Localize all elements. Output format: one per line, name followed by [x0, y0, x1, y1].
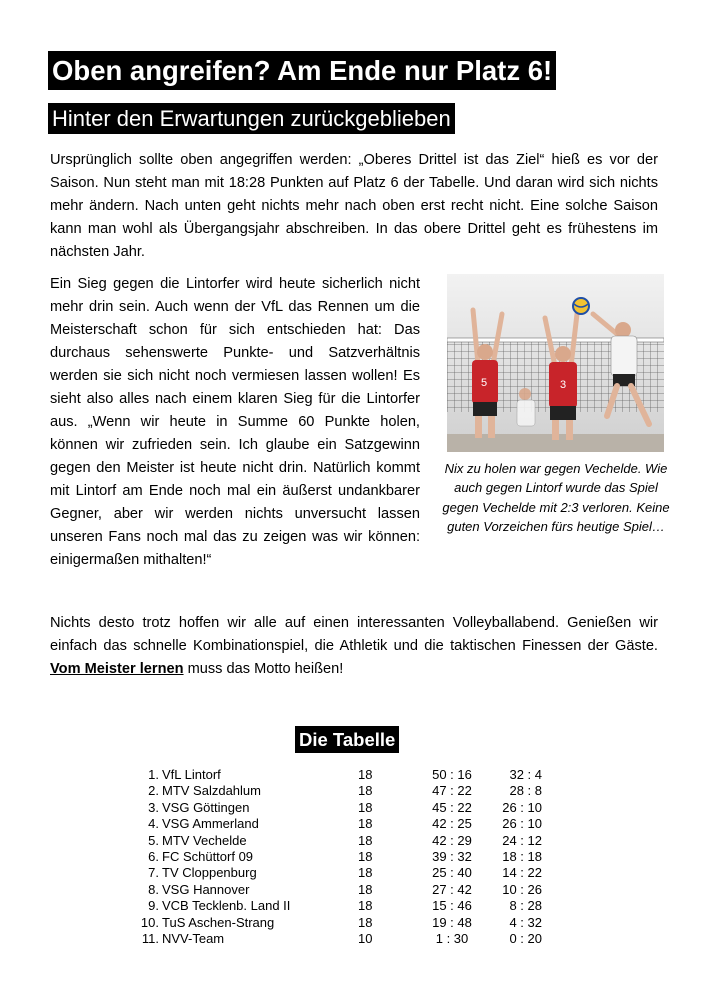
page-title: Oben angreifen? Am Ende nur Platz 6! [48, 51, 556, 90]
team-name: NVV-Team [162, 931, 225, 947]
points: 47 : 22 [432, 783, 472, 799]
table-row [140, 898, 542, 914]
table-row [140, 833, 542, 849]
rank: 1. [148, 767, 159, 782]
rank: 10. [140, 914, 159, 930]
games: 10 [358, 931, 373, 947]
closing-text: Nichts desto trotz hoffen wir alle auf einen interessanten Volleyballabend. Genießen wir einfach das schnelle Kombinationspiel, die Athletik und die taktischen Finessen der Gäste. [50, 615, 658, 654]
points: 15 : 46 [432, 898, 472, 914]
sets: 26 : 10 [502, 799, 542, 815]
sets: 8 : 28 [509, 898, 542, 914]
sets: 28 : 8 [509, 783, 542, 799]
team-name: MTV Vechelde [162, 832, 247, 848]
points: 39 : 32 [432, 849, 472, 865]
points: 42 : 29 [432, 832, 472, 848]
preview-paragraph: Ein Sieg gegen die Lintorfer wird heute sicherlich nicht mehr drin sein. Auch wenn der VfL das Rennen um die Meisterschaft schon für sich entschieden hat: Das durchaus sehenswerte Punkte- und Satzverhältnis werden sie sich nicht noch vermiesen lassen wollen! Es sieht also alles nach einem klaren Sieg für die Lintorfer aus. „Wenn wir heute in Summe 60 Punkte holen, können wir zufrieden sein. Ich glaube ein Satzgewinn gegen den Meister ist heute nicht drin. Natürlich kommt mit Lintorf am Ende noch mal ein äußerst undankbarer Gegner, aber wir werden nichts unversucht lassen unseren Fans noch mal das zu zeigen was wir können: einigermaßen mithalten!“ [50, 276, 420, 568]
rank: 9. [148, 898, 159, 914]
team-name: TV Cloppenburg [162, 865, 257, 881]
intro-paragraph: Ursprünglich sollte oben angegriffen werden: „Oberes Drittel ist das Ziel“ hieß es vor der Saison. Nun steht man mit 18:28 Punkten auf Platz 6 der Tabelle. Und daran wird sich nichts mehr ändern. Nach unten geht nichts mehr nach oben erst recht nicht. Eine solche Saison kann man wohl als Übergangsjahr abschreiben. In das obere Drittel geht es frühestens im nächsten Jahr. [50, 152, 658, 260]
rank: 11. [141, 931, 159, 947]
table-row [140, 915, 542, 931]
rank: 2. [148, 783, 159, 799]
team-name: VSG Ammerland [162, 816, 259, 832]
rank: 3. [148, 799, 159, 815]
sets: 10 : 26 [502, 881, 542, 897]
team-name: VSG Hannover [162, 881, 250, 897]
team-name: TuS Aschen-Strang [162, 914, 275, 930]
points: 25 : 40 [432, 865, 472, 881]
closing-paragraph [50, 612, 658, 681]
table-row [140, 783, 542, 799]
standings-table [140, 767, 542, 947]
games: 18 [358, 832, 373, 848]
games: 18 [358, 816, 373, 832]
team-name: MTV Salzdahlum [162, 783, 261, 799]
points: 50 : 16 [432, 767, 472, 782]
sets: 4 : 32 [509, 914, 542, 930]
sets: 14 : 22 [502, 865, 542, 881]
table-row [140, 816, 542, 832]
table-row [140, 800, 542, 816]
games: 18 [358, 881, 373, 897]
team-name: VfL Lintorf [162, 767, 221, 782]
team-name: VCB Tecklenb. Land II [162, 898, 291, 914]
games: 18 [358, 783, 373, 799]
points: 1 : 30 [435, 931, 469, 947]
table-row [140, 931, 542, 947]
team-name: VSG Göttingen [162, 799, 250, 815]
table-row [140, 865, 542, 881]
sets: 18 : 18 [502, 849, 542, 865]
rank: 4. [148, 816, 159, 832]
team-name: FC Schüttorf 09 [162, 849, 254, 865]
rank: 5. [148, 832, 159, 848]
games: 18 [358, 865, 373, 881]
motto-highlight: Vom Meister lernen [50, 661, 184, 677]
jersey-number: 5 [480, 377, 488, 389]
games: 18 [358, 914, 373, 930]
games: 18 [358, 898, 373, 914]
rank: 8. [148, 881, 159, 897]
table-row [140, 767, 542, 783]
photo-caption: Nix zu holen war gegen Vechelde. Wie auch gegen Lintorf wurde das Spiel gegen Vechelde mit 2:3 verloren. Keine guten Vorzeichen fürs heutige Spiel… [442, 461, 670, 534]
table-row [140, 849, 542, 865]
sets: 32 : 4 [509, 767, 542, 782]
points: 42 : 25 [432, 816, 472, 832]
games: 18 [358, 849, 373, 865]
points: 27 : 42 [432, 881, 472, 897]
subtitle: Hinter den Erwartungen zurückgeblieben [48, 103, 455, 134]
rank: 7. [148, 865, 159, 881]
closing-text-end: muss das Motto heißen! [183, 661, 344, 677]
table-row [140, 882, 542, 898]
jersey-number: 3 [559, 379, 567, 391]
sets: 0 : 20 [509, 931, 542, 947]
games: 18 [358, 799, 373, 815]
points: 45 : 22 [432, 799, 472, 815]
volleyball-photo [447, 274, 664, 452]
games: 18 [358, 767, 373, 782]
points: 19 : 48 [432, 914, 472, 930]
rank: 6. [148, 849, 159, 865]
sets: 26 : 10 [502, 816, 542, 832]
sets: 24 : 12 [502, 832, 542, 848]
table-title: Die Tabelle [295, 726, 399, 753]
